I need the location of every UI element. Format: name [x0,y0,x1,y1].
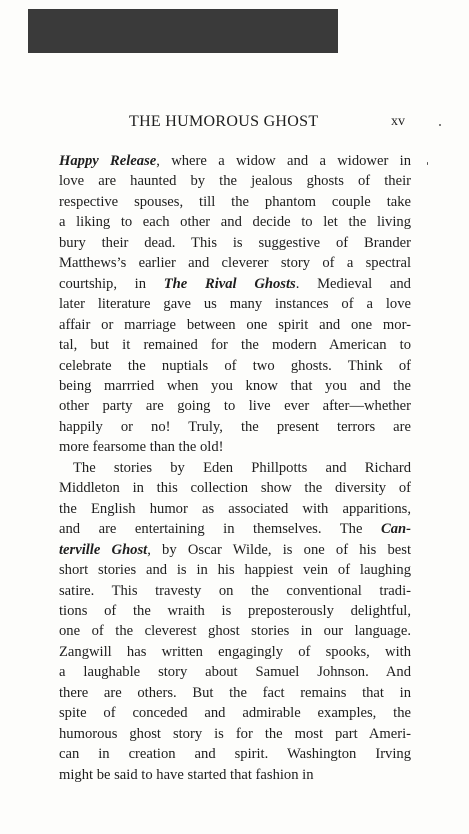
text-line [59,437,411,457]
text-segment: courtship, in [59,275,164,292]
text-segment: Middleton in this collection show the diversity of [59,480,411,497]
text-line [59,233,411,253]
text-segment: a laughable story about Samuel Johnson. And [59,664,411,681]
text-line [59,212,411,232]
text-segment: the English humor as associated with apparitions, [59,500,411,517]
text-segment: there are others. But the fact remains that in [59,684,411,701]
text-segment: other party are going to live ever after—whether [59,398,411,415]
text-segment: bury their dead. This is suggestive of Brander [59,234,411,251]
scan-speck [439,124,441,126]
italic-title: Can- [380,521,411,538]
text-segment: affair or marriage between one spirit and one mor- [59,316,411,333]
text-line [59,151,411,171]
text-segment: one of the cleverest ghost stories in our language. [59,623,411,640]
text-line [59,581,411,601]
text-line [59,356,411,376]
text-segment: more fearsome than the old! [59,439,224,456]
text-line [59,601,411,621]
running-title: THE HUMOROUS GHOST [129,113,319,130]
text-segment: The stories by Eden Phillpotts and Richard [73,459,411,476]
text-segment: happily or no! Truly, the present terrors are [59,418,411,435]
text-segment: celebrate the nuptials of two ghosts. Think of [59,357,411,374]
text-segment: Matthews’s earlier and cleverer story of a spectral [59,255,411,272]
text-segment: being marrried when you know that you and the [59,377,411,394]
text-segment: and are entertaining in themselves. The [59,521,381,538]
text-segment: , by Oscar Wilde, is one of his best [147,541,412,558]
text-line [59,417,411,437]
text-line [59,294,411,314]
text-line [59,662,411,682]
text-segment: respective spouses, till the phantom couple take [59,193,411,210]
italic-title: The Rival Ghosts [163,275,296,292]
text-line [59,478,411,498]
text-segment: can in creation and spirit. Washington Irving [59,746,411,763]
text-segment: short stories and is in his happiest vein of laughing [59,562,411,579]
text-segment: tal, but it remained for the modern American to [59,337,411,354]
text-line [59,458,411,478]
text-segment: love are haunted by the jealous ghosts of their [59,173,411,190]
text-segment: . Medieval and [295,275,411,292]
text-line [59,540,411,560]
text-segment: a liking to each other and decide to let the living [59,214,411,231]
text-line [59,376,411,396]
text-segment: Zangwill has written engagingly of spooks, with [59,643,411,660]
text-line [59,171,411,191]
text-line [59,274,411,294]
text-segment: later literature gave us many instances of a love [59,296,411,313]
text-line [59,253,411,273]
text-segment: humorous ghost story is for the most part Ameri- [59,725,411,742]
text-line [59,621,411,641]
page-number: xv [391,114,405,129]
italic-title: terville Ghost [59,541,148,558]
text-segment: tions of the wraith is preposterously delightful, [59,602,411,619]
text-segment: , where a widow and a widower in [156,153,411,169]
text-line [59,744,411,764]
text-segment: might be said to have started that fashion in [59,766,314,783]
text-line [59,703,411,723]
scan-speck [427,162,428,165]
redacted-block [28,9,338,53]
text-line [59,560,411,580]
text-line [59,519,411,539]
text-line [59,396,411,416]
text-line [59,642,411,662]
text-line [59,315,411,335]
text-line [59,683,411,703]
page-header [0,113,469,133]
italic-title: Happy Release [59,153,157,169]
text-line [59,724,411,744]
text-line [59,335,411,355]
text-segment: spite of conceded and admirable examples, the [59,705,411,722]
text-segment: satire. This travesty on the conventional tradi- [59,582,411,599]
text-line [59,499,411,519]
text-line [59,192,411,212]
text-line [59,765,411,785]
body-text [59,151,411,785]
